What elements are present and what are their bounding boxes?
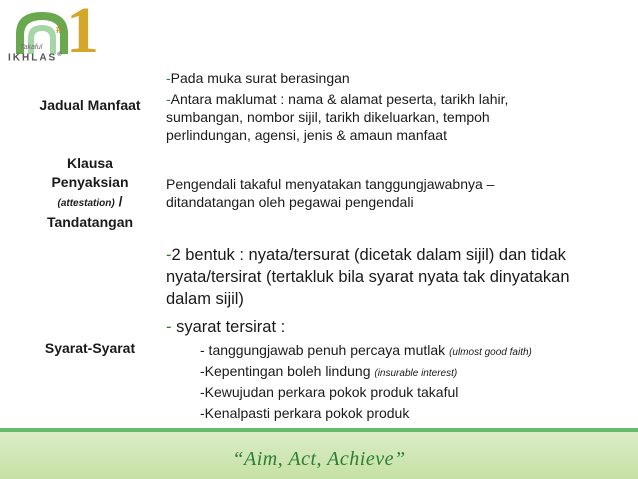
syarat-item: -Kepentingan boleh lindung (insurable interest) xyxy=(200,363,458,379)
row-content-klausa-penyaksian: Pengendali takaful menyatakan tanggungjawabnya – ditandatangan oleh pegawai pengendali xyxy=(166,176,495,210)
logo-number-one: 1 xyxy=(66,0,99,67)
footer-slogan: “Aim, Act, Achieve” xyxy=(232,448,406,470)
syarat-sub-heading: - syarat tersirat : xyxy=(166,318,286,336)
row-label-jadual-manfaat: Jadual Manfaat xyxy=(39,97,141,113)
row-label-syarat-syarat: Syarat-Syarat xyxy=(44,340,136,356)
syarat-item: - tanggungjawab penuh percaya mutlak (ulmost good faith) xyxy=(200,342,532,358)
logo-hash: # xyxy=(56,22,62,36)
footer-divider xyxy=(0,428,638,432)
syarat-main-text: -2 bentuk : nyata/tersurat (dicetak dalam sijil) dan tidak nyata/tersirat (tertakluk bila syarat nyata tak dinyatakan dalam sijil) xyxy=(166,246,570,308)
syarat-item: -Kewujudan perkara pokok produk takaful xyxy=(200,384,459,400)
logo-takaful-text: Takaful xyxy=(20,44,43,51)
row-label-klausa-penyaksian: Klausa Penyaksian (attestation) / Tandatangan xyxy=(46,155,134,230)
row-content-jadual-manfaat xyxy=(166,69,566,144)
syarat-item: -Kenalpasti perkara pokok produk xyxy=(200,405,410,421)
brand-logo xyxy=(6,0,102,68)
jadual-line-1: -Pada muka surat berasingan xyxy=(166,70,350,86)
logo-brand-text: IKHLAS® xyxy=(8,52,64,64)
jadual-line-2: -Antara maklumat : nama & alamat peserta, tarikh lahir, sumbangan, nombor sijil, tarikh dikeluarkan, tempoh perlindungan, agensi, jenis & amaun manfaat xyxy=(166,91,509,143)
